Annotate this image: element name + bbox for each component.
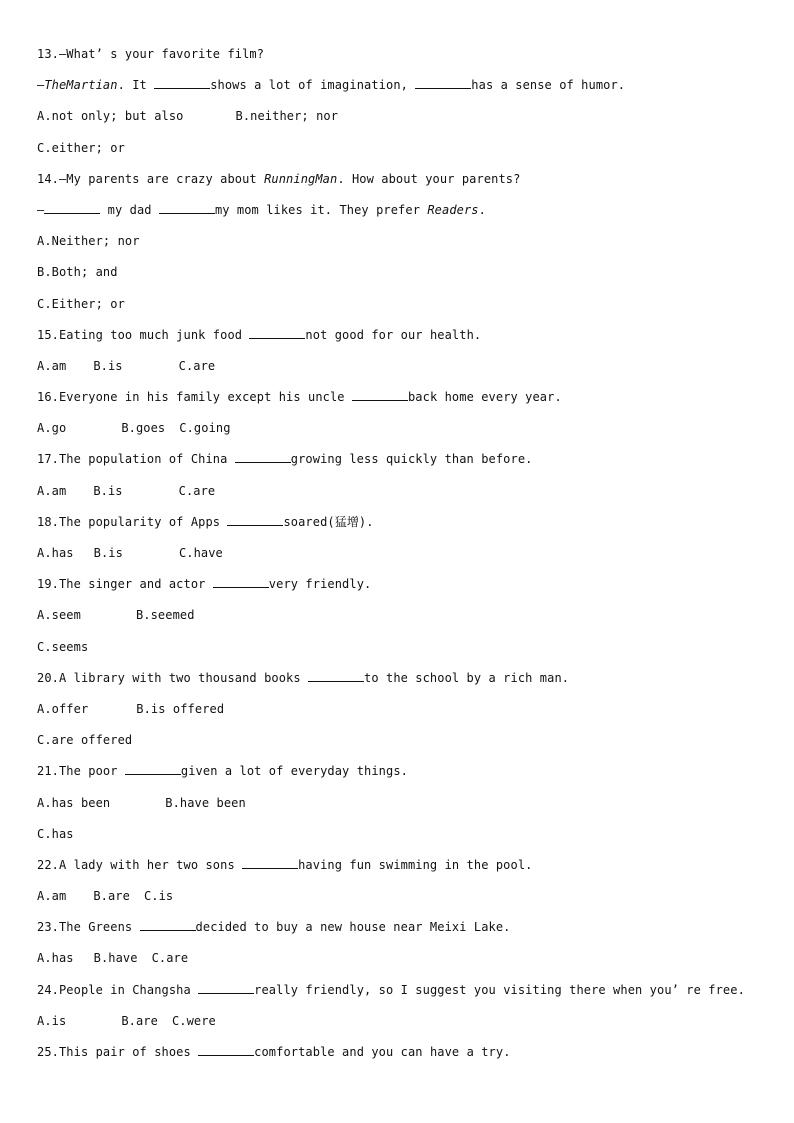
question-22-options [37, 886, 777, 917]
q14-stem-a: 14.—My parents are crazy about [37, 171, 265, 186]
option-b: B.is [93, 358, 123, 373]
question-21-stem [37, 761, 777, 792]
question-14-answer [37, 200, 777, 231]
question-25-stem [37, 1042, 777, 1073]
option-b: B.is [93, 483, 123, 498]
blank-line[interactable] [352, 388, 408, 401]
q15-stem-a: 15.Eating too much junk food [37, 327, 250, 342]
question-24-stem [37, 980, 777, 1011]
q16-stem-b: back home every year. [407, 390, 562, 405]
option-a: A.am [37, 358, 67, 373]
option-c: C.Either; or [37, 296, 125, 311]
q14-text-b: my dad [100, 202, 159, 217]
question-18-stem [37, 512, 777, 543]
question-13-options-2 [37, 138, 777, 169]
question-15-options [37, 356, 777, 387]
q15-stem-b: not good for our health. [305, 327, 482, 342]
question-13-options [37, 106, 777, 137]
option-c: C.are [178, 483, 216, 498]
option-c: C.are [178, 358, 216, 373]
question-14-option-a [37, 231, 777, 262]
option-b: B.are [121, 1013, 158, 1028]
question-19-stem [37, 574, 777, 605]
option-b: B.are [93, 889, 130, 904]
option-a: A.is [37, 1013, 67, 1028]
option-c: C.have [178, 546, 223, 560]
q18-stem-a: 18.The popularity of Apps [37, 514, 228, 529]
option-b: B.is offered [136, 701, 225, 716]
option-a: A.Neither; nor [37, 234, 140, 249]
option-b: B.neither; nor [235, 109, 339, 124]
worksheet-page [37, 44, 777, 1073]
q13-text-c: shows a lot of imagination, [210, 78, 416, 93]
q16-stem-a: 16.Everyone in his family except his uncle [37, 390, 352, 405]
q22-stem-a: 22.A lady with her two sons [37, 857, 243, 872]
option-a: A.has [37, 546, 74, 560]
blank-line[interactable] [159, 201, 215, 214]
option-c: C.has [37, 826, 74, 841]
question-15-stem [37, 325, 777, 356]
q21-stem-a: 21.The poor [37, 764, 125, 779]
question-23-options [37, 948, 777, 979]
q22-stem-b: having fun swimming in the pool. [298, 857, 533, 872]
question-23-stem [37, 917, 777, 948]
question-22-stem [37, 855, 777, 886]
question-17-options [37, 481, 777, 512]
question-21-options [37, 793, 777, 824]
question-20-options [37, 699, 777, 730]
blank-line[interactable] [198, 1043, 254, 1056]
q14-text-d: . [478, 202, 486, 217]
q24-stem-b: really friendly, so I suggest you visiting there when you’ re free. [254, 982, 745, 997]
question-16-options [37, 418, 777, 449]
option-c: C.are offered [37, 733, 133, 748]
blank-line[interactable] [242, 856, 298, 869]
q23-stem-a: 23.The Greens [37, 920, 140, 935]
question-21-options-2 [37, 824, 777, 855]
option-a: A.not only; but also [37, 109, 184, 124]
q25-stem-b: comfortable and you can have a try. [254, 1045, 511, 1059]
question-16-stem [37, 387, 777, 418]
q13-text-b: . It [117, 78, 155, 93]
q24-stem-a: 24.People in Changsha [37, 982, 199, 997]
q13-stem-text: 13.—What’ s your favorite film? [37, 47, 265, 61]
q17-stem-a: 17.The population of China [37, 452, 235, 467]
option-c: C.seems [37, 639, 89, 654]
option-b: B.goes [121, 421, 166, 436]
q13-film-title: TheMartian [44, 78, 118, 93]
option-a: A.has been [37, 795, 111, 810]
blank-line[interactable] [154, 76, 210, 89]
q25-stem-a: 25.This pair of shoes [37, 1045, 199, 1059]
option-c: C.were [171, 1013, 216, 1028]
blank-line[interactable] [140, 918, 196, 931]
option-b: B.is [93, 546, 123, 560]
question-17-stem [37, 449, 777, 480]
question-13-stem [37, 44, 777, 75]
option-b: B.Both; and [37, 265, 118, 280]
q19-stem-b: very friendly. [268, 577, 372, 592]
option-a: A.am [37, 483, 67, 498]
q14-dash: — [37, 202, 45, 217]
blank-line[interactable] [213, 575, 269, 588]
blank-line[interactable] [308, 669, 364, 682]
option-b: B.seemed [135, 608, 195, 623]
q17-stem-b: growing less quickly than before. [290, 452, 533, 467]
question-19-options-2 [37, 637, 777, 668]
q21-stem-b: given a lot of everyday things. [180, 764, 408, 779]
question-18-options [37, 543, 777, 574]
option-c: C.either; or [37, 140, 125, 155]
blank-line[interactable] [44, 201, 100, 214]
q14-stem-b: . How about your parents? [337, 171, 521, 186]
q14-show-title: RunningMan [264, 171, 338, 186]
q14-text-c: my mom likes it. They prefer [214, 202, 428, 217]
option-b: B.have [93, 951, 138, 966]
question-14-option-b [37, 262, 777, 293]
option-b: B.have been [165, 795, 246, 810]
option-a: A.offer [37, 701, 89, 716]
blank-line[interactable] [249, 326, 305, 339]
q20-stem-b: to the school by a rich man. [364, 670, 570, 685]
option-a: A.go [37, 421, 67, 436]
blank-line[interactable] [415, 76, 471, 89]
q20-stem-a: 20.A library with two thousand books [37, 670, 309, 685]
option-a: A.am [37, 889, 67, 904]
question-14-option-c [37, 294, 777, 325]
option-a: A.seem [37, 608, 81, 623]
option-c: C.is [143, 889, 174, 904]
blank-line[interactable] [198, 981, 254, 994]
blank-line[interactable] [125, 762, 181, 775]
blank-line[interactable] [227, 513, 283, 526]
option-a: A.has [37, 951, 74, 966]
q18-stem-b: soared(猛增). [283, 514, 374, 529]
blank-line[interactable] [235, 450, 291, 463]
q19-stem-a: 19.The singer and actor [37, 577, 213, 592]
question-14-stem [37, 169, 777, 200]
q23-stem-b: decided to buy a new house near Meixi Lake. [195, 920, 511, 935]
option-c: C.going [179, 421, 231, 436]
q14-show2-title: Readers [427, 202, 479, 217]
question-19-options [37, 605, 777, 636]
question-20-stem [37, 668, 777, 699]
question-20-options-2 [37, 730, 777, 761]
q13-text-d: has a sense of humor. [471, 78, 626, 93]
q13-dash: — [37, 78, 45, 93]
option-c: C.are [151, 951, 189, 966]
question-24-options [37, 1011, 777, 1042]
question-13-answer [37, 75, 777, 106]
